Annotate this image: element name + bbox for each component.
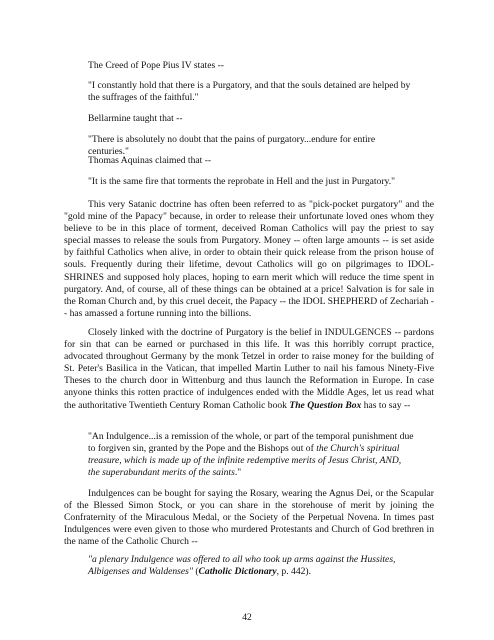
paragraph-rosary: Indulgences can be bought for saying the Rosary, wearing the Agnus Dei, or the Scapular of the Blessed Simon Stock, or you can share in the storehouse of merit by joining the Confraternity of the Miraculous Medal, or the Society of the Perpetual Novena. In times past Indulgences were even given to those who murdered Protestants and Church of God brethren in the name of the Catholic Church -- bbox=[64, 488, 434, 548]
source-title: Catholic Dictionary bbox=[198, 566, 277, 578]
intro-bellarmine: Bellarmine taught that -- bbox=[88, 113, 183, 124]
quote-definition-end: ." bbox=[234, 467, 242, 479]
quote-plenary-ref: , p. 442). bbox=[276, 566, 311, 578]
quote-definition-italic: the Church's spiritual treasure, which is made up of the infinite redemptive merits of Jesus Christ, AND, the superabundant merits of the saints bbox=[88, 443, 402, 479]
quote-definition-plain: "An Indulgence...is a remission of the whole, or part of the temporal punishment due to forgiven sin, granted by the Pope and the Bishops out of bbox=[88, 431, 414, 455]
quote-pius: "I constantly hold that there is a Purgatory, and that the souls detained are helped by the suffrages of the faithful." bbox=[88, 80, 411, 104]
quote-plenary-italic: "a plenary Indulgence was offered to all who took up arms against the Hussites, Albigenses and Waldenses" bbox=[88, 554, 396, 578]
quote-indulgence-definition bbox=[88, 431, 414, 479]
quote-plenary bbox=[88, 554, 414, 578]
quote-plenary-open: ( bbox=[192, 566, 199, 578]
paragraph-indulgences-tail: has to say -- bbox=[361, 399, 411, 411]
paragraph-indulgences-text: Closely linked with the doctrine of Purgatory is the belief in INDULGENCES -- pardons for sin that can be earned or purchased in this life. It was this horribly corrupt practice, advocated throughout Germany by the monk Tetzel in order to raise money for the building of St. Peter's Basilica in the Vatican, that impelled Martin Luther to nail his famous Ninety-Five Theses to the church door in Wittenburg and thus launch the Reformation in Europe. In case anyone thinks this rotten practice of indulgences ended with the Middle Ages, let us read what the authoritative Twentieth Century Roman Catholic book bbox=[64, 327, 434, 411]
book-title: The Question Box bbox=[289, 399, 362, 411]
intro-aquinas: Thomas Aquinas claimed that -- bbox=[88, 155, 212, 166]
paragraph-indulgences bbox=[64, 327, 434, 412]
page-number: 42 bbox=[242, 612, 252, 623]
intro-pius: The Creed of Pope Pius IV states -- bbox=[88, 60, 224, 71]
paragraph-doctrine: This very Satanic doctrine has often been referred to as "pick-pocket purgatory" and the "gold mine of the Papacy" because, in order to release their unfortunate loved ones whom they believe to be in this place of torment, deceived Roman Catholics will pay the priest to say special masses to release the souls from Purgatory. Money -- often large amounts -- is set aside by faithful Catholics when alive, in order to obtain their quick release from the prison house of souls. Frequently during their lifetime, devout Catholics will go on pilgrimages to IDOL-SHRINES and supposed holy places, hoping to earn merit which will reduce the time spent in purgatory. And, of course, all of these things can be obtained at a price! Salvation is for sale in the Roman Church and, by this cruel deceit, the Papacy -- the IDOL SHEPHERD of Zechariah -- has amassed a fortune running into the billions. bbox=[64, 199, 434, 319]
quote-aquinas: "It is the same fire that torments the reprobate in Hell and the just in Purgatory." bbox=[88, 176, 396, 187]
quote-bellarmine: "There is absolutely no doubt that the pains of purgatory...endure for entire centuries." bbox=[88, 134, 376, 158]
